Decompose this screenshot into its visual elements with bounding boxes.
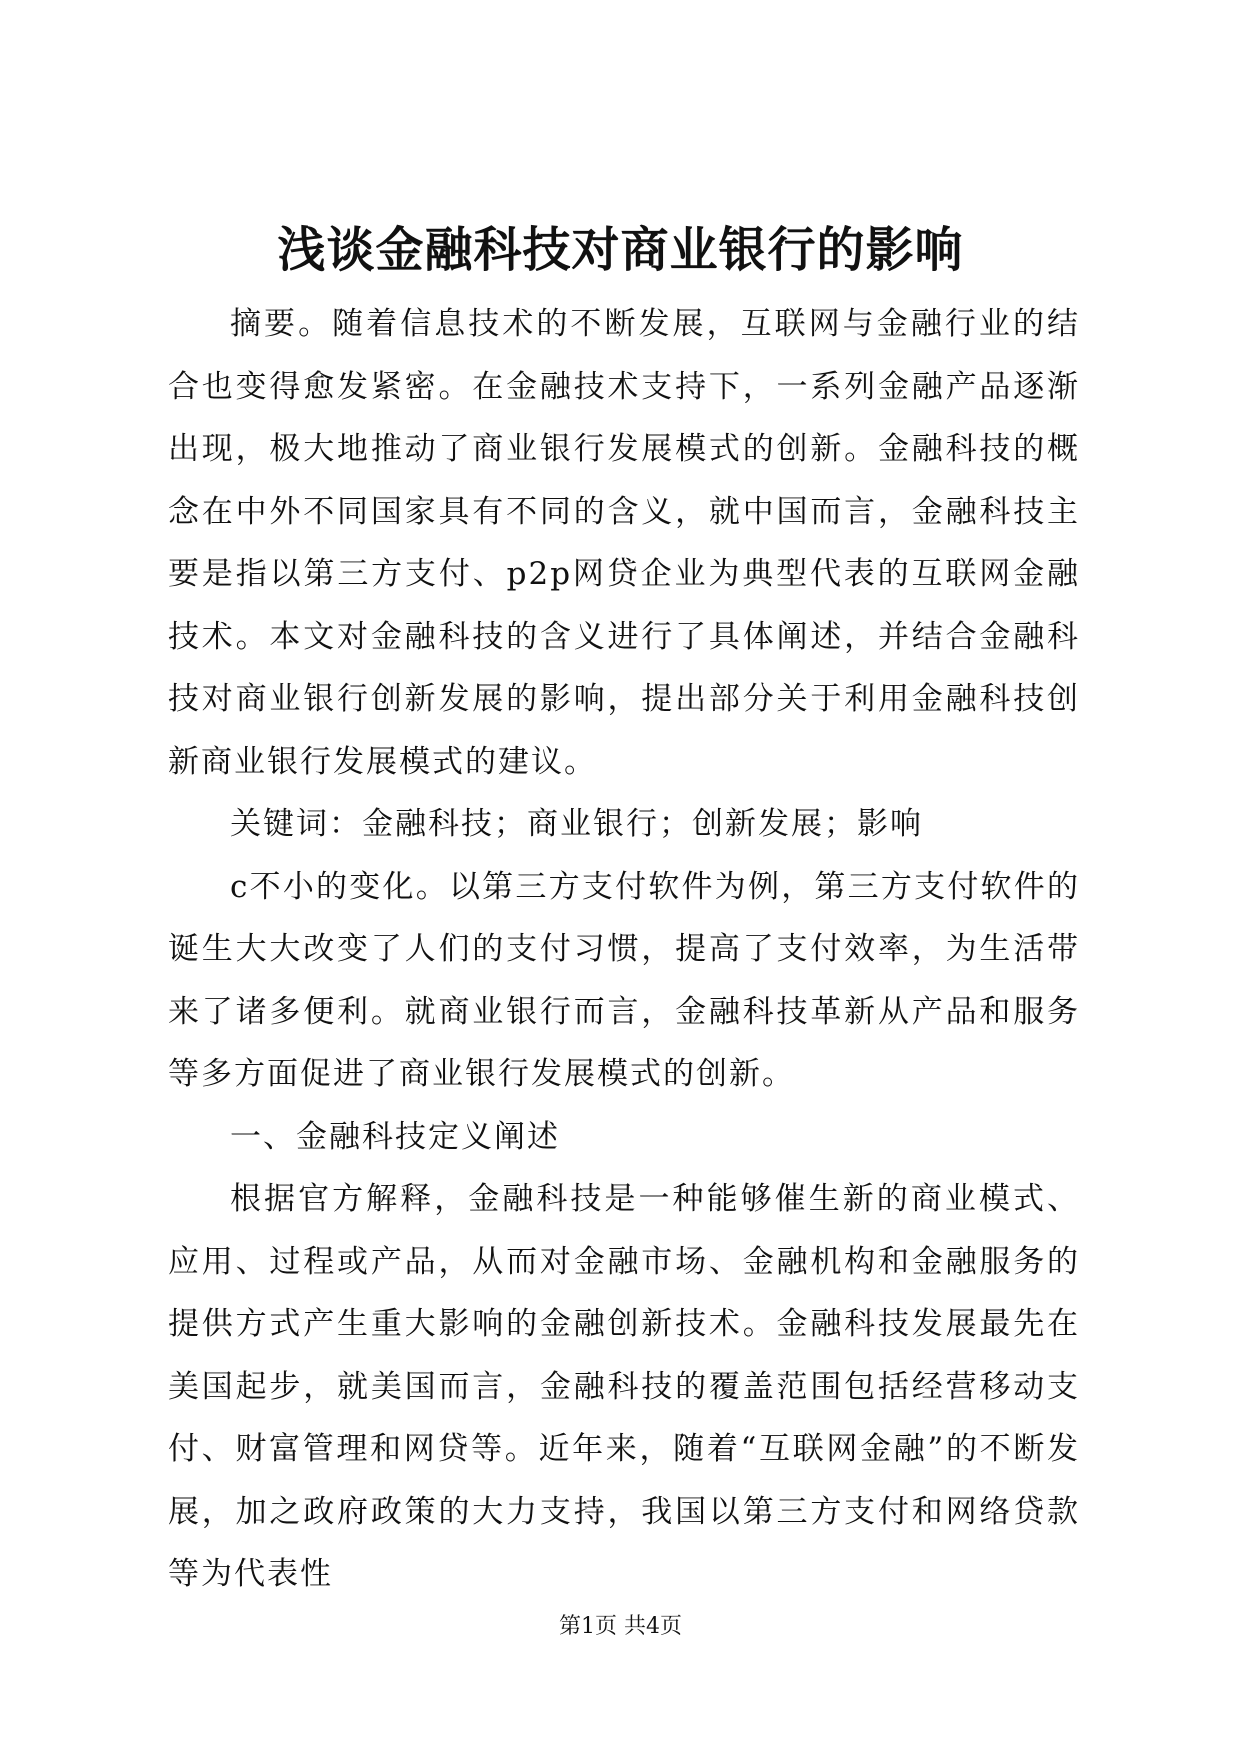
definition-paragraph: 根据官方解释，金融科技是一种能够催生新的商业模式、应用、过程或产品，从而对金融市场、金融机构和金融服务的提供方式产生重大影响的金融创新技术。金融科技发展最先在美国起步，就美国而言，金融科技的覆盖范围包括经营移动支付、财富管理和网贷等。近年来，随着“互联网金融”的不断发展，加之政府政策的大力支持，我国以第三方支付和网络贷款等为代表性 — [168, 1181, 1080, 1592]
document-body — [168, 293, 1080, 1606]
section-heading: 一、金融科技定义阐述 — [230, 1118, 560, 1155]
document-title: 浅谈金融科技对商业银行的影响 — [277, 222, 964, 278]
abstract-paragraph: 摘要。随着信息技术的不断发展，互联网与金融行业的结合也变得愈发紧密。在金融技术支持下，一系列金融产品逐渐出现，极大地推动了商业银行发展模式的创新。金融科技的概念在中外不同国家具有不同的含义，就中国而言，金融科技主要是指以第三方支付、p2p网贷企业为典型代表的互联网金融技术。本文对金融科技的含义进行了具体阐述，并结合金融科技对商业银行创新发展的影响，提出部分关于利用金融科技创新商业银行发展模式的建议。 — [168, 306, 1080, 780]
keywords-paragraph: 关键词：金融科技；商业银行；创新发展；影响 — [230, 806, 923, 842]
page-number-footer: 第1页 共4页 — [559, 1614, 682, 1639]
intro-paragraph: c不小的变化。以第三方支付软件为例，第三方支付软件的诞生大大改变了人们的支付习惯，提高了支付效率，为生活带来了诸多便利。就商业银行而言，金融科技革新从产品和服务等多方面促进了商业银行发展模式的创新。 — [168, 868, 1080, 1092]
